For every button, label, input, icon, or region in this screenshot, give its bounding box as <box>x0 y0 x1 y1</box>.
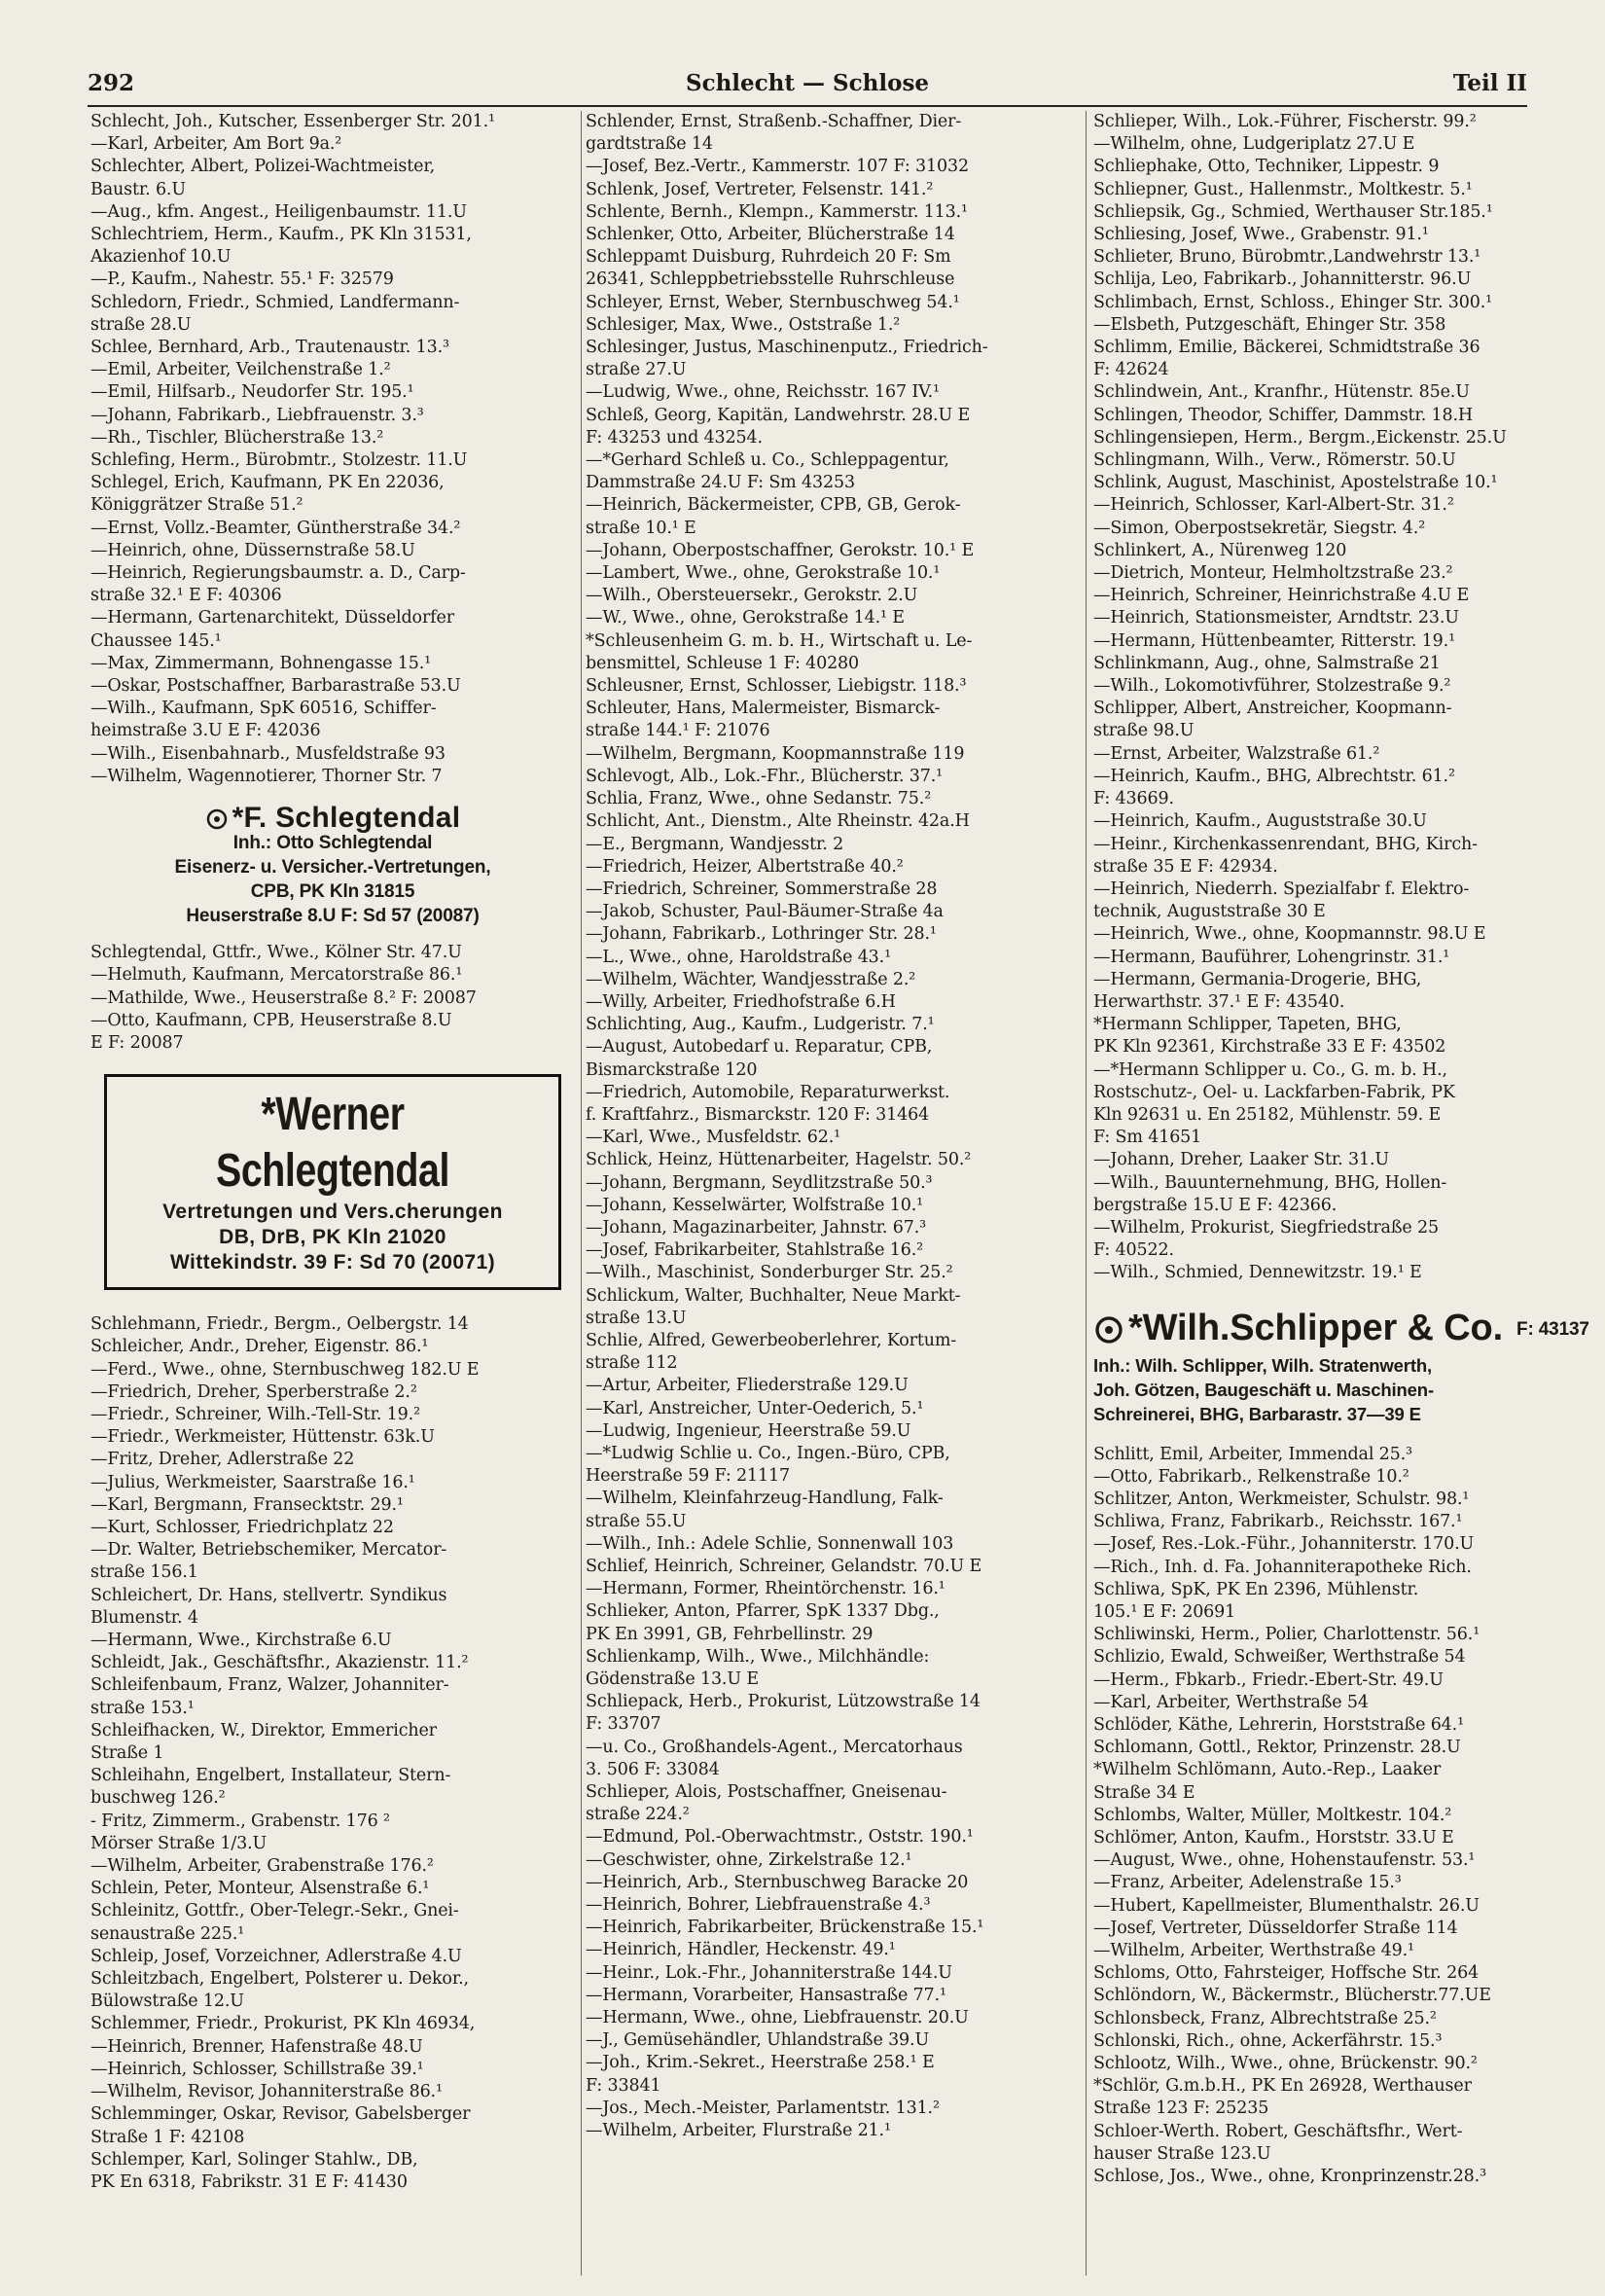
directory-entry: —Ferd., Wwe., ohne, Sternbuschweg 182.U E <box>90 1359 480 1380</box>
directory-entry: F: Sm 41651 <box>1093 1128 1202 1148</box>
directory-entry: Kln 92631 u. En 25182, Mühlenstr. 59. E <box>1093 1104 1442 1125</box>
directory-entry: Schleip, Josef, Vorzeichner, Adlerstraße 4.U <box>90 1946 462 1966</box>
directory-entry: —Kurt, Schlosser, Friedrichplatz 22 <box>90 1518 394 1538</box>
directory-entry: —Hermann, Wwe., Kirchstraße 6.U <box>90 1631 392 1651</box>
column-1 <box>90 111 575 2276</box>
directory-entry: Straße 1 <box>90 1743 164 1764</box>
ad-line: Schreinerei, BHG, Barbarastr. 37—39 E <box>1093 1403 1421 1424</box>
directory-entry: —Oskar, Postschaffner, Barbarastraße 53.U <box>90 676 461 697</box>
directory-entry: straße 224.² <box>586 1805 690 1825</box>
directory-entry: Rostschutz-, Oel- u. Lackfarben-Fabrik, PK <box>1093 1082 1455 1102</box>
ad-accounts: DB, DrB, PK Kln 21020 <box>219 1226 446 1249</box>
directory-entry: —Karl, Anstreicher, Unter-Oederich, 5.¹ <box>586 1398 924 1418</box>
directory-entry: —Heinrich, Stationsmeister, Arndtstr. 23.U <box>1093 608 1459 628</box>
directory-entry: F: 33841 <box>586 2075 661 2096</box>
directory-entry: Schlitt, Emil, Arbeiter, Immendal 25.³ <box>1093 1444 1412 1464</box>
directory-entry: —Jos., Mech.-Meister, Parlamentstr. 131.² <box>586 2098 940 2118</box>
directory-entry: Schlingensiepen, Herm., Bergm.,Eickenstr. 25.U <box>1093 427 1507 448</box>
directory-entry: F: 43253 und 43254. <box>586 427 763 448</box>
directory-entry: Schlingmann, Wilh., Verw., Römerstr. 50.U <box>1093 450 1456 471</box>
directory-entry: Schlipper, Albert, Anstreicher, Koopmann- <box>1093 699 1452 719</box>
directory-entry: Schliephake, Otto, Techniker, Lippestr. 9 <box>1093 157 1440 177</box>
directory-entry: —Josef, Fabrikarbeiter, Stahlstraße 16.² <box>586 1240 924 1261</box>
directory-entry: Schlein, Peter, Monteur, Alsenstraße 6.¹ <box>90 1879 430 1899</box>
directory-entry: *Hermann Schlipper, Tapeten, BHG, <box>1093 1015 1402 1035</box>
directory-entry: Mörser Straße 1/3.U <box>90 1833 268 1853</box>
directory-entry: Schlingen, Theodor, Schiffer, Dammstr. 18.H <box>1093 405 1474 425</box>
directory-entry: Schlemmer, Friedr., Prokurist, PK Kln 46934, <box>90 2014 476 2034</box>
directory-entry: —J., Gemüsehändler, Uhlandstraße 39.U <box>586 2030 930 2051</box>
directory-entry: Schlesiger, Max, Wwe., Oststraße 1.² <box>586 314 901 335</box>
directory-entry: Schlinkert, A., Nürenweg 120 <box>1093 540 1347 560</box>
directory-entry: Schlöndorn, W., Bäckermstr., Blücherstr.77.UE <box>1093 1986 1491 2006</box>
directory-entry: —Wilh., Kaufmann, SpK 60516, Schiffer- <box>90 699 437 719</box>
directory-entry: Schlomann, Gottl., Rektor, Prinzenstr. 28.U <box>1093 1738 1461 1758</box>
ad-address: Heuserstraße 8.U F: Sd 57 (20087) <box>186 906 480 927</box>
directory-entry: Königgrätzer Straße 51.² <box>90 495 303 516</box>
directory-entry: —Heinrich, Schlosser, Schillstraße 39.¹ <box>90 2059 424 2079</box>
directory-entry: —August, Wwe., ohne, Hohenstaufenstr. 53.¹ <box>1093 1850 1476 1871</box>
directory-entry: Schleyer, Ernst, Weber, Sternbuschweg 54.¹ <box>586 292 960 312</box>
directory-entry: Schlehmann, Friedr., Bergm., Oelbergstr. 14 <box>90 1314 469 1335</box>
directory-entry: —Aug., kfm. Angest., Heiligenbaumstr. 11.U <box>90 201 467 222</box>
directory-entry: straße 153.¹ <box>90 1698 195 1718</box>
directory-entry: Schlieper, Alois, Postschaffner, Gneisenau- <box>586 1782 947 1803</box>
directory-entry: Akazienhof 10.U <box>90 247 232 268</box>
directory-entry: —Hermann, Wwe., ohne, Liebfrauenstr. 20.U <box>586 2008 969 2028</box>
directory-entry: Schlootz, Wilh., Wwe., ohne, Brückenstr. 90.² <box>1093 2054 1478 2074</box>
ad-owner: Inh.: Wilh. Schlipper, Wilh. Stratenwerth, <box>1093 1354 1432 1376</box>
directory-entry: —Ludwig, Wwe., ohne, Reichsstr. 167 IV.¹ <box>586 382 940 403</box>
directory-entry: —Heinrich, Wwe., ohne, Koopmannstr. 98.U E <box>1093 924 1486 945</box>
directory-entry: gardtstraße 14 <box>586 134 713 155</box>
ad-name: *F. Schlegtendal <box>232 802 461 835</box>
directory-entry: Schliwinski, Herm., Polier, Charlottenstr. 56.¹ <box>1093 1625 1480 1645</box>
directory-entry: hauser Straße 123.U <box>1093 2143 1271 2164</box>
directory-entry: 105.¹ E F: 20691 <box>1093 1601 1236 1622</box>
directory-entry: —Wilhelm, Prokurist, Siegfriedstraße 25 <box>1093 1217 1439 1238</box>
ad-phone: F: 43137 <box>1516 1318 1589 1340</box>
directory-entry: Schlombs, Walter, Müller, Moltkestr. 104.² <box>1093 1805 1452 1825</box>
ad-address: Wittekindstr. 39 F: Sd 70 (20071) <box>170 1251 495 1274</box>
directory-entry: —Karl, Bergmann, Fransecktstr. 29.¹ <box>90 1494 404 1515</box>
directory-entry: —Wilhelm, Wagennotierer, Thorner Str. 7 <box>90 766 443 786</box>
directory-entry: —Heinrich, Schreiner, Heinrichstraße 4.U E <box>1093 586 1470 606</box>
directory-entry: Schlenk, Josef, Vertreter, Felsenstr. 141.² <box>586 179 934 199</box>
directory-entry: Schlief, Heinrich, Schreiner, Gelandstr. 70.U E <box>586 1557 982 1576</box>
directory-entry: —Julius, Werkmeister, Saarstraße 16.¹ <box>90 1472 415 1492</box>
directory-entry: —Jakob, Schuster, Paul-Bäumer-Straße 4a <box>586 902 944 922</box>
directory-entry: Schlitzer, Anton, Werkmeister, Schulstr. 98.¹ <box>1093 1489 1470 1509</box>
directory-entry: —W., Wwe., ohne, Gerokstraße 14.¹ E <box>586 608 905 628</box>
directory-entry: —Mathilde, Wwe., Heuserstraße 8.² F: 20087 <box>90 987 477 1008</box>
directory-entry: —Heinrich, Bäckermeister, CPB, GB, Gerok- <box>586 495 961 516</box>
directory-entry: Schlemper, Karl, Solinger Stahlw., DB, <box>90 2149 418 2170</box>
directory-entry: Schlente, Bernh., Klempn., Kammerstr. 113.¹ <box>586 201 968 222</box>
directory-entry: —Otto, Kaufmann, CPB, Heuserstraße 8.U <box>90 1010 452 1030</box>
directory-entry: —Friedr., Schreiner, Wilh.-Tell-Str. 19.² <box>90 1405 420 1424</box>
directory-entry: Baustr. 6.U <box>90 179 186 199</box>
directory-entry: —Lambert, Wwe., ohne, Gerokstraße 10.¹ <box>586 563 941 584</box>
directory-entry: —Artur, Arbeiter, Fliederstraße 129.U <box>586 1376 909 1396</box>
directory-entry: —Heinrich, Händler, Heckenstr. 49.¹ <box>586 1940 896 1960</box>
directory-entry: Schlickum, Walter, Buchhalter, Neue Markt- <box>586 1285 961 1306</box>
directory-entry: —Helmuth, Kaufmann, Mercatorstraße 86.¹ <box>90 965 463 986</box>
directory-entry: Schlöder, Käthe, Lehrerin, Horststraße 64.¹ <box>1093 1714 1464 1735</box>
directory-entry: —Wilhelm, Arbeiter, Grabenstraße 176.² <box>90 1856 434 1877</box>
directory-entry: —Hermann, Germania-Drogerie, BHG, <box>1093 969 1422 989</box>
directory-entry: Schliepsik, Gg., Schmied, Werthauser Str.185.¹ <box>1093 201 1493 222</box>
directory-entry: Schleinitz, Gottfr., Ober-Telegr.-Sekr., Gnei- <box>90 1901 459 1921</box>
directory-entry: Schlimm, Emilie, Bäckerei, Schmidtstraße 36 <box>1093 338 1480 358</box>
directory-entry: —Hubert, Kapellmeister, Blumenthalstr. 26.U <box>1093 1895 1480 1916</box>
directory-entry: Schlömer, Anton, Kaufm., Horststr. 33.U E <box>1093 1827 1454 1848</box>
directory-entry: Schleicher, Andr., Dreher, Eigenstr. 86.¹ <box>90 1337 429 1357</box>
directory-entry: Schlose, Jos., Wwe., ohne, Kronprinzenstr.28.³ <box>1093 2167 1486 2187</box>
directory-entry: —Johann, Magazinarbeiter, Jahnstr. 67.³ <box>586 1217 926 1238</box>
directory-entry: Schloms, Otto, Fahrsteiger, Hoffsche Str. 264 <box>1093 1963 1480 1984</box>
directory-entry: Chaussee 145.¹ <box>90 630 222 651</box>
directory-entry: straße 28.U <box>90 314 192 335</box>
directory-entry: —*Gerhard Schleß u. Co., Schleppagentur, <box>586 450 949 471</box>
directory-entry: —Simon, Oberpostsekretär, Siegstr. 4.² <box>1093 518 1426 538</box>
directory-entry: —Edmund, Pol.-Oberwachtmstr., Oststr. 190.¹ <box>586 1827 974 1848</box>
directory-entry: —Hermann, Former, Rheintörchenstr. 16.¹ <box>586 1579 945 1599</box>
directory-entry: straße 32.¹ E F: 40306 <box>90 586 282 606</box>
entry-list <box>90 111 575 788</box>
directory-entry: straße 55.U <box>586 1511 687 1531</box>
directory-entry: —Wilhelm, Arbeiter, Werthstraße 49.¹ <box>1093 1941 1414 1960</box>
directory-entry: —Rh., Tischler, Blücherstraße 13.² <box>90 427 384 448</box>
directory-entry: F: 43669. <box>1093 789 1174 809</box>
directory-entry: Schlenker, Otto, Arbeiter, Blücherstraße 14 <box>586 225 955 245</box>
directory-entry: —L., Wwe., ohne, Haroldstraße 43.¹ <box>586 947 891 967</box>
directory-entry: —Wilhelm, Bergmann, Koopmannstraße 119 <box>586 743 965 764</box>
directory-entry: Schlizio, Ewald, Schweißer, Werthstraße 54 <box>1093 1647 1466 1668</box>
directory-entry: —Ernst, Vollz.-Beamter, Güntherstraße 34.² <box>90 518 461 538</box>
column-divider <box>581 111 582 2276</box>
directory-entry: —Karl, Wwe., Musfeldstr. 62.¹ <box>586 1128 840 1148</box>
directory-entry: —Wilh., Bauunternehmung, BHG, Hollen- <box>1093 1172 1447 1193</box>
directory-entry: straße 156.1 <box>90 1562 198 1583</box>
directory-entry: —*Ludwig Schlie u. Co., Ingen.-Büro, CPB, <box>586 1443 950 1463</box>
directory-entry: bensmittel, Schleuse 1 F: 40280 <box>586 653 860 673</box>
directory-entry: Schliwa, SpK, PK En 2396, Mühlenstr. <box>1093 1579 1419 1599</box>
directory-entry: —Heinr., Lok.-Fhr., Johanniterstraße 144.U <box>586 1962 952 1983</box>
directory-entry: Straße 1 F: 42108 <box>90 2127 245 2147</box>
directory-entry: —Herm., Fbkarb., Friedr.-Ebert-Str. 49.U <box>1093 1669 1444 1690</box>
directory-entry: Schloer-Werth. Robert, Geschäftsfhr., Wert- <box>1093 2121 1463 2141</box>
directory-entry: straße 144.¹ F: 21076 <box>586 721 770 741</box>
directory-entry: Schlicht, Ant., Dienstm., Alte Rheinstr. 42a.H <box>586 811 970 832</box>
directory-entry: —Heinrich, Fabrikarbeiter, Brückenstraße 15.¹ <box>586 1918 984 1938</box>
directory-entry: Schledorn, Friedr., Schmied, Landfermann- <box>90 292 460 312</box>
directory-entry: straße 112 <box>586 1353 678 1374</box>
directory-entry: —Emil, Arbeiter, Veilchenstraße 1.² <box>90 360 391 380</box>
directory-entry: Schlienkamp, Wilh., Wwe., Milchhändle: <box>586 1646 930 1667</box>
ad-owner: Inh.: Otto Schlegtendal <box>232 833 433 854</box>
directory-entry: Schlee, Bernhard, Arb., Trautenaustr. 13.³ <box>90 338 449 358</box>
directory-entry: straße 98.U <box>1093 721 1195 741</box>
directory-entry: Schlia, Franz, Wwe., ohne Sedanstr. 75.² <box>586 789 932 809</box>
directory-entry: Schlechter, Albert, Polizei-Wachtmeister, <box>90 157 436 177</box>
directory-entry: —Heinrich, Schlosser, Karl-Albert-Str. 31.² <box>1093 495 1454 516</box>
directory-entry: Schlonsbeck, Franz, Albrechtstraße 25.² <box>1093 2008 1437 2028</box>
advertisement-wilh-schlipper <box>1093 1305 1589 1426</box>
directory-entry: Schlija, Leo, Fabrikarb., Johannitterstr. 96.U <box>1093 269 1472 290</box>
directory-entry: Straße 123 F: 25235 <box>1093 2099 1269 2119</box>
directory-entry: Schleifhacken, W., Direktor, Emmericher <box>90 1720 437 1740</box>
directory-entry: —Josef, Res.-Lok.-Führ., Johanniterstr. 170.U <box>1093 1534 1475 1555</box>
directory-entry: —Friedrich, Heizer, Albertstraße 40.² <box>586 856 904 877</box>
directory-entry: —Hermann, Hüttenbeamter, Ritterstr. 19.¹ <box>1093 630 1455 651</box>
directory-entry: —Ludwig, Ingenieur, Heerstraße 59.U <box>586 1420 911 1441</box>
directory-entry: —Johann, Fabrikarb., Lothringer Str. 28.¹ <box>586 924 937 945</box>
ad-line: Joh. Götzen, Baugeschäft u. Maschinen- <box>1093 1379 1434 1400</box>
directory-entry: —Friedrich, Automobile, Reparaturwerkst. <box>586 1082 950 1102</box>
directory-entry: Schlieter, Bruno, Bürobmtr.,Landwehrstr 13.¹ <box>1093 247 1481 268</box>
entry-list <box>90 1313 575 2194</box>
directory-entry: —Heinrich, Brenner, Hafenstraße 48.U <box>90 2036 423 2057</box>
directory-entry: Schlegel, Erich, Kaufmann, PK En 22036, <box>90 473 445 493</box>
directory-entry: technik, Auguststraße 30 E <box>1093 902 1326 922</box>
directory-entry: Schleihahn, Engelbert, Installateur, Stern- <box>90 1766 451 1786</box>
advertisement-f-schlegtendal <box>90 802 575 928</box>
directory-entry: —*Hermann Schlipper u. Co., G. m. b. H., <box>1093 1059 1447 1080</box>
directory-entry: —Dr. Walter, Betriebschemiker, Mercator- <box>90 1540 447 1561</box>
directory-entry: Schliesing, Josef, Wwe., Grabenstr. 91.¹ <box>1093 225 1429 245</box>
directory-entry: —Fritz, Dreher, Adlerstraße 22 <box>90 1450 355 1470</box>
directory-entry: —Wilhelm, Arbeiter, Flurstraße 21.¹ <box>586 2121 891 2141</box>
directory-entry: —Wilhelm, Revisor, Johanniterstraße 86.¹ <box>90 2082 443 2102</box>
directory-entry: —P., Kaufm., Nahestr. 55.¹ F: 32579 <box>90 269 394 290</box>
directory-entry: —Ernst, Arbeiter, Walzstraße 61.² <box>1093 743 1380 764</box>
directory-entry: Heerstraße 59 F: 21117 <box>586 1466 790 1487</box>
column-divider <box>1086 111 1087 2276</box>
directory-entry: —Heinr., Kirchenkassenrendant, BHG, Kirch- <box>1093 834 1478 854</box>
directory-entry: Schlieker, Anton, Pfarrer, SpK 1337 Dbg., <box>586 1601 940 1622</box>
directory-entry: —Heinrich, Kaufm., BHG, Albrechtstr. 61.² <box>1093 766 1455 786</box>
decorative-ornament-icon <box>205 807 229 831</box>
directory-entry: straße 35 E F: 42934. <box>1093 856 1278 877</box>
directory-entry: Schlindwein, Ant., Kranfhr., Hütenstr. 85e.U <box>1093 382 1470 403</box>
directory-entry: Schlevogt, Alb., Lok.-Fhr., Blücherstr. 37.¹ <box>586 766 944 786</box>
directory-entry: —Wilh., Obersteuersekr., Gerokstr. 2.U <box>586 586 918 606</box>
directory-entry: Schlick, Heinz, Hüttenarbeiter, Hagelstr. 50.² <box>586 1150 972 1170</box>
directory-entry: —Karl, Arbeiter, Am Bort 9a.² <box>90 134 342 155</box>
directory-entry: —Willy, Arbeiter, Friedhofstraße 6.H <box>586 991 896 1012</box>
directory-entry: Schleusner, Ernst, Schlosser, Liebigstr. 118.³ <box>586 676 967 697</box>
directory-entry: —Elsbeth, Putzgeschäft, Ehinger Str. 358 <box>1093 314 1446 335</box>
directory-entry: —Geschwister, ohne, Zirkelstraße 12.¹ <box>586 1849 912 1870</box>
directory-entry: —Rich., Inh. d. Fa. Johanniterapotheke Rich. <box>1093 1557 1472 1577</box>
directory-entry: *Schlör, G.m.b.H., PK En 26928, Werthauser <box>1093 2076 1472 2097</box>
directory-entry: —Friedrich, Schreiner, Sommerstraße 28 <box>586 879 938 899</box>
directory-entry: —Wilh., Schmied, Dennewitzstr. 19.¹ E <box>1093 1263 1422 1283</box>
directory-entry: Schlecht, Joh., Kutscher, Essenberger Str. 201.¹ <box>90 112 495 131</box>
directory-entry: —Heinrich, ohne, Düssernstraße 58.U <box>90 540 415 560</box>
directory-entry: F: 33707 <box>586 1714 661 1735</box>
directory-entry: straße 27.U <box>586 360 687 380</box>
directory-entry: —Heinrich, Arb., Sternbuschweg Baracke 20 <box>586 1872 969 1892</box>
entry-list <box>90 942 575 1055</box>
directory-entry: 26341, Schleppbetriebsstelle Ruhrschleuse <box>586 269 955 290</box>
directory-entry: Dammstraße 24.U F: Sm 43253 <box>586 473 855 493</box>
directory-entry: Schlender, Ernst, Straßenb.-Schaffner, Dier- <box>586 112 962 131</box>
directory-entry: —Wilhelm, ohne, Ludgeriplatz 27.U E <box>1093 134 1415 155</box>
ad-name: *Werner Schlegtendal <box>215 1089 450 1198</box>
directory-entry: Schlefing, Herm., Bürobmtr., Stolzestr. 11.U <box>90 450 468 471</box>
directory-entry: PK Kln 92361, Kirchstraße 33 E F: 43502 <box>1093 1037 1446 1058</box>
directory-entry: —Franz, Arbeiter, Adelenstraße 15.³ <box>1093 1873 1402 1893</box>
directory-entry: —Wilh., Eisenbahnarb., Musfeldstraße 93 <box>90 743 446 764</box>
directory-entry: PK En 6318, Fabrikstr. 31 E F: 41430 <box>90 2171 408 2192</box>
directory-entry: *Schleusenheim G. m. b. H., Wirtschaft u. Le- <box>586 630 973 651</box>
directory-entry: —Johann, Bergmann, Seydlitzstraße 50.³ <box>586 1172 933 1193</box>
directory-entry: Schlegtendal, Gttfr., Wwe., Kölner Str. 47.U <box>90 943 462 963</box>
ad-business: Eisenerz- u. Versicher.-Vertretungen, <box>174 857 491 879</box>
directory-entry: —Wilhelm, Kleinfahrzeug-Handlung, Falk- <box>586 1489 944 1509</box>
directory-entry: Straße 34 E <box>1093 1782 1195 1803</box>
directory-entry: —Wilhelm, Wächter, Wandjesstraße 2.² <box>586 969 916 989</box>
directory-entry: Schliepner, Gust., Hallenmstr., Moltkestr. 5.¹ <box>1093 179 1473 199</box>
ad-name: *Wilh.Schlipper & Co. <box>1128 1307 1503 1348</box>
directory-entry: —Heinrich, Bohrer, Liebfrauenstraße 4.³ <box>586 1895 931 1916</box>
directory-entry: Schleß, Georg, Kapitän, Landwehrstr. 28.U E <box>586 405 971 425</box>
directory-entry: —Hermann, Bauführer, Lohengrinstr. 31.¹ <box>1093 947 1450 967</box>
ad-business: Vertretungen und Vers.cherungen <box>162 1201 503 1224</box>
directory-entry: —Dietrich, Monteur, Helmholtzstraße 23.² <box>1093 563 1453 584</box>
directory-entry: —Johann, Fabrikarb., Liebfrauenstr. 3.³ <box>90 405 424 425</box>
directory-entry: Schlinkmann, Aug., ohne, Salmstraße 21 <box>1093 653 1441 673</box>
directory-entry: Schleichert, Dr. Hans, stellvertr. Syndikus <box>90 1585 447 1605</box>
part-label: Teil II <box>1452 70 1527 96</box>
directory-entry: Schleidt, Jak., Geschäftsfhr., Akazienstr. 11.² <box>90 1653 469 1673</box>
directory-entry: PK En 3991, GB, Fehrbellinstr. 29 <box>586 1624 874 1644</box>
directory-entry: Schleuter, Hans, Malermeister, Bismarck- <box>586 699 941 719</box>
directory-entry: —Friedr., Werkmeister, Hüttenstr. 63k.U <box>90 1427 435 1448</box>
directory-entry: —Josef, Bez.-Vertr., Kammerstr. 107 F: 31032 <box>586 157 969 177</box>
directory-entry: —Emil, Hilfsarb., Neudorfer Str. 195.¹ <box>90 382 414 403</box>
directory-entry: f. Kraftfahrz., Bismarckstr. 120 F: 31464 <box>586 1104 930 1125</box>
directory-entry: Herwarthstr. 37.¹ E F: 43540. <box>1093 991 1345 1012</box>
directory-entry: Schlink, August, Maschinist, Apostelstraße 10.¹ <box>1093 473 1498 493</box>
directory-entry: —Johann, Oberpostschaffner, Gerokstr. 10.¹ E <box>586 540 975 560</box>
directory-entry: F: 42624 <box>1093 360 1169 380</box>
entry-list <box>1093 1444 1552 2189</box>
directory-entry: Bismarckstraße 120 <box>586 1059 758 1080</box>
directory-entry: —Johann, Kesselwärter, Wolfstraße 10.¹ <box>586 1195 924 1215</box>
directory-entry: Schliepack, Herb., Prokurist, Lützowstraße 14 <box>586 1692 981 1712</box>
directory-entry: —August, Autobedarf u. Reparatur, CPB, <box>586 1037 933 1058</box>
directory-entry: —Joh., Krim.-Sekret., Heerstraße 258.¹ E <box>586 2053 935 2073</box>
directory-entry: Schlieper, Wilh., Lok.-Führer, Fischerstr. 99.² <box>1093 112 1477 131</box>
directory-entry: buschweg 126.² <box>90 1788 226 1809</box>
directory-entry: heimstraße 3.U E F: 42036 <box>90 721 321 741</box>
directory-entry: —Wilh., Lokomotivführer, Stolzestraße 9.² <box>1093 676 1451 697</box>
entry-list <box>586 111 1080 2142</box>
directory-entry: Schleppamt Duisburg, Ruhrdeich 20 F: Sm <box>586 247 951 268</box>
directory-entry: 3. 506 F: 33084 <box>586 1759 720 1779</box>
directory-entry: —Otto, Fabrikarb., Relkenstraße 10.² <box>1093 1466 1409 1487</box>
directory-entry: —Friedrich, Dreher, Sperberstraße 2.² <box>90 1381 417 1402</box>
directory-entry: Schlimbach, Ernst, Schloss., Ehinger Str. 300.¹ <box>1093 292 1492 312</box>
running-title: Schlecht — Schlose <box>685 70 930 96</box>
directory-entry: Schlie, Alfred, Gewerbeoberlehrer, Kortum- <box>586 1330 957 1350</box>
directory-entry: —Hermann, Vorarbeiter, Hansastraße 77.¹ <box>586 1985 946 2005</box>
directory-entry: Schlemminger, Oskar, Revisor, Gabelsberger <box>90 2104 471 2125</box>
directory-entry: Schlichting, Aug., Kaufm., Ludgeristr. 7.¹ <box>586 1015 935 1035</box>
directory-entry: —Hermann, Gartenarchitekt, Düsseldorfer <box>90 608 454 628</box>
column-2 <box>586 111 1080 2276</box>
directory-entry: Bülowstraße 12.U <box>90 1991 244 2012</box>
directory-entry: Gödenstraße 13.U E <box>586 1669 759 1690</box>
directory-entry: —E., Bergmann, Wandjesstr. 2 <box>586 834 844 854</box>
directory-entry: Schleitzbach, Engelbert, Polsterer u. Dekor., <box>90 1969 469 1990</box>
decorative-ornament-icon <box>1093 1314 1124 1345</box>
directory-entry: Schlechtriem, Herm., Kaufm., PK Kln 31531, <box>90 225 472 245</box>
directory-entry: F: 40522. <box>1093 1240 1174 1261</box>
directory-entry: —Heinrich, Regierungsbaumstr. a. D., Carp- <box>90 563 466 584</box>
directory-entry: Schleifenbaum, Franz, Walzer, Johanniter- <box>90 1675 449 1696</box>
directory-entry: senaustraße 225.¹ <box>90 1923 245 1944</box>
directory-entry: Blumenstr. 4 <box>90 1607 198 1628</box>
advertisement-werner-schlegtendal <box>104 1074 561 1290</box>
directory-entry: —u. Co., Großhandels-Agent., Mercatorhaus <box>586 1737 963 1757</box>
directory-entry: Schliwa, Franz, Fabrikarb., Reichsstr. 167.¹ <box>1093 1512 1463 1532</box>
directory-entry: —Wilh., Inh.: Adele Schlie, Sonnenwall 103 <box>586 1533 954 1554</box>
directory-entry: straße 10.¹ E <box>586 518 696 538</box>
directory-entry: Schlonski, Rich., ohne, Ackerfährstr. 15.³ <box>1093 2030 1443 2051</box>
directory-entry: *Wilhelm Schlömann, Auto.-Rep., Laaker <box>1093 1760 1442 1780</box>
directory-entry: —Karl, Arbeiter, Werthstraße 54 <box>1093 1692 1369 1712</box>
directory-entry: —Wilh., Maschinist, Sonderburger Str. 25.² <box>586 1263 953 1283</box>
directory-entry: —Johann, Dreher, Laaker Str. 31.U <box>1093 1150 1389 1170</box>
page-header <box>88 66 1527 107</box>
directory-entry: - Fritz, Zimmerm., Grabenstr. 176 ² <box>90 1811 390 1831</box>
directory-entry: —Heinrich, Niederrh. Spezialfabr f. Elektro- <box>1093 879 1470 899</box>
directory-entry: bergstraße 15.U E F: 42366. <box>1093 1195 1338 1215</box>
directory-entry: Schlesinger, Justus, Maschinenputz., Friedrich- <box>586 338 988 358</box>
directory-entry: E F: 20087 <box>90 1032 184 1053</box>
directory-entry: —Heinrich, Kaufm., Auguststraße 30.U <box>1093 811 1427 832</box>
entry-list <box>1093 111 1552 1285</box>
directory-entry: —Max, Zimmermann, Bohnengasse 15.¹ <box>90 653 432 673</box>
directory-entry: —Josef, Vertreter, Düsseldorfer Straße 114 <box>1093 1918 1458 1938</box>
ad-accounts: CPB, PK Kln 31815 <box>250 881 415 903</box>
directory-entry: straße 13.U <box>586 1308 687 1328</box>
column-3 <box>1093 111 1589 2276</box>
page-number: 292 <box>88 70 135 96</box>
